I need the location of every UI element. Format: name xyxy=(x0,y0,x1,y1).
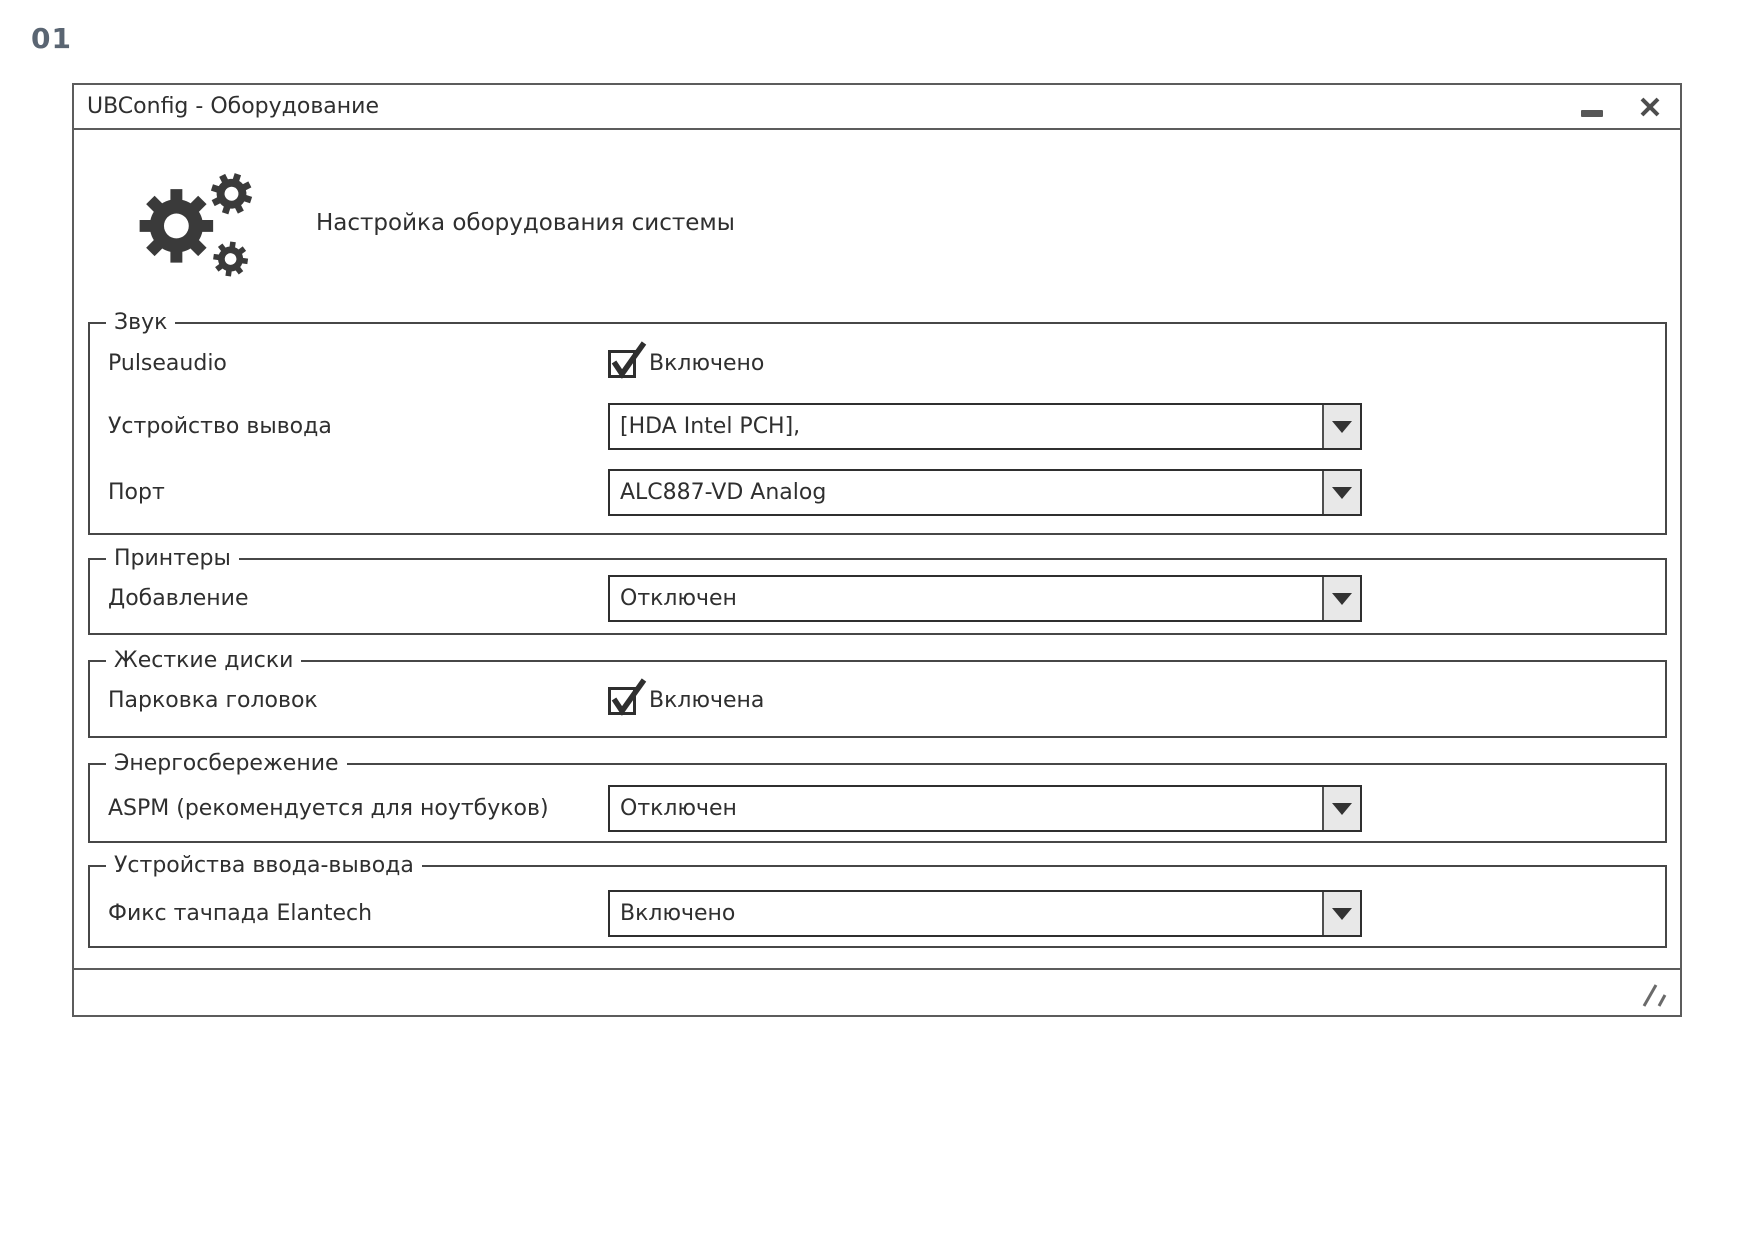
aspm-dropdown[interactable] xyxy=(608,785,1362,832)
checkbox-state-label: Включена xyxy=(649,688,765,713)
dropdown-value: [HDA Intel PCH], xyxy=(620,414,801,439)
section-io-devices xyxy=(88,853,1667,948)
close-button[interactable] xyxy=(1638,95,1662,119)
dropdown-arrow-button[interactable] xyxy=(1322,787,1360,830)
elantech-fix-dropdown[interactable] xyxy=(608,890,1362,937)
header-subtitle: Настройка оборудования системы xyxy=(316,210,735,236)
window-title: UBConfig - Оборудование xyxy=(87,94,379,119)
titlebar xyxy=(74,85,1680,130)
pulseaudio-label: Pulseaudio xyxy=(108,351,227,376)
ubconfig-window xyxy=(72,83,1682,1017)
port-dropdown[interactable] xyxy=(608,469,1362,516)
chevron-down-icon xyxy=(1332,908,1352,920)
checkbox-state-label: Включено xyxy=(649,351,765,376)
checkbox-box xyxy=(608,350,636,378)
section-power-saving-legend: Энергосбережение xyxy=(106,751,347,777)
printer-add-dropdown[interactable] xyxy=(608,575,1362,622)
pulseaudio-checkbox[interactable] xyxy=(608,350,764,378)
section-printers-legend: Принтеры xyxy=(106,546,239,572)
printer-add-label: Добавление xyxy=(108,586,249,611)
chevron-down-icon xyxy=(1332,593,1352,605)
aspm-label: ASPM (рекомендуется для ноутбуков) xyxy=(108,796,549,821)
section-sound xyxy=(88,310,1667,535)
dropdown-arrow-button[interactable] xyxy=(1322,471,1360,514)
close-icon xyxy=(1638,95,1662,119)
chevron-down-icon xyxy=(1332,421,1352,433)
head-parking-label: Парковка головок xyxy=(108,688,318,713)
section-printers xyxy=(88,546,1667,635)
status-bar xyxy=(74,968,1680,1015)
dropdown-value: Отключен xyxy=(620,586,737,611)
output-device-dropdown[interactable] xyxy=(608,403,1362,450)
elantech-fix-label: Фикс тачпада Elantech xyxy=(108,901,373,926)
resize-grip[interactable] xyxy=(1640,982,1670,1008)
check-icon xyxy=(608,338,648,380)
dropdown-arrow-button[interactable] xyxy=(1322,892,1360,935)
chevron-down-icon xyxy=(1332,803,1352,815)
section-hard-disks-legend: Жесткие диски xyxy=(106,648,301,674)
chevron-down-icon xyxy=(1332,487,1352,499)
section-io-devices-legend: Устройства ввода-вывода xyxy=(106,853,422,879)
dropdown-arrow-button[interactable] xyxy=(1322,577,1360,620)
window-controls xyxy=(1580,95,1680,119)
section-sound-legend: Звук xyxy=(106,310,175,336)
dropdown-value: ALC887-VD Analog xyxy=(620,480,827,505)
minimize-icon xyxy=(1581,110,1603,117)
section-hard-disks xyxy=(88,648,1667,738)
dropdown-value: Включено xyxy=(620,901,736,926)
dropdown-arrow-button[interactable] xyxy=(1322,405,1360,448)
head-parking-checkbox[interactable] xyxy=(608,687,764,715)
section-power-saving xyxy=(88,751,1667,843)
dropdown-value: Отключен xyxy=(620,796,737,821)
figure-label: 01 xyxy=(31,22,72,55)
port-label: Порт xyxy=(108,480,165,505)
check-icon xyxy=(608,675,648,717)
checkbox-box xyxy=(608,687,636,715)
gears-icon xyxy=(124,167,260,283)
output-device-label: Устройство вывода xyxy=(108,414,332,439)
minimize-button[interactable] xyxy=(1580,95,1604,119)
